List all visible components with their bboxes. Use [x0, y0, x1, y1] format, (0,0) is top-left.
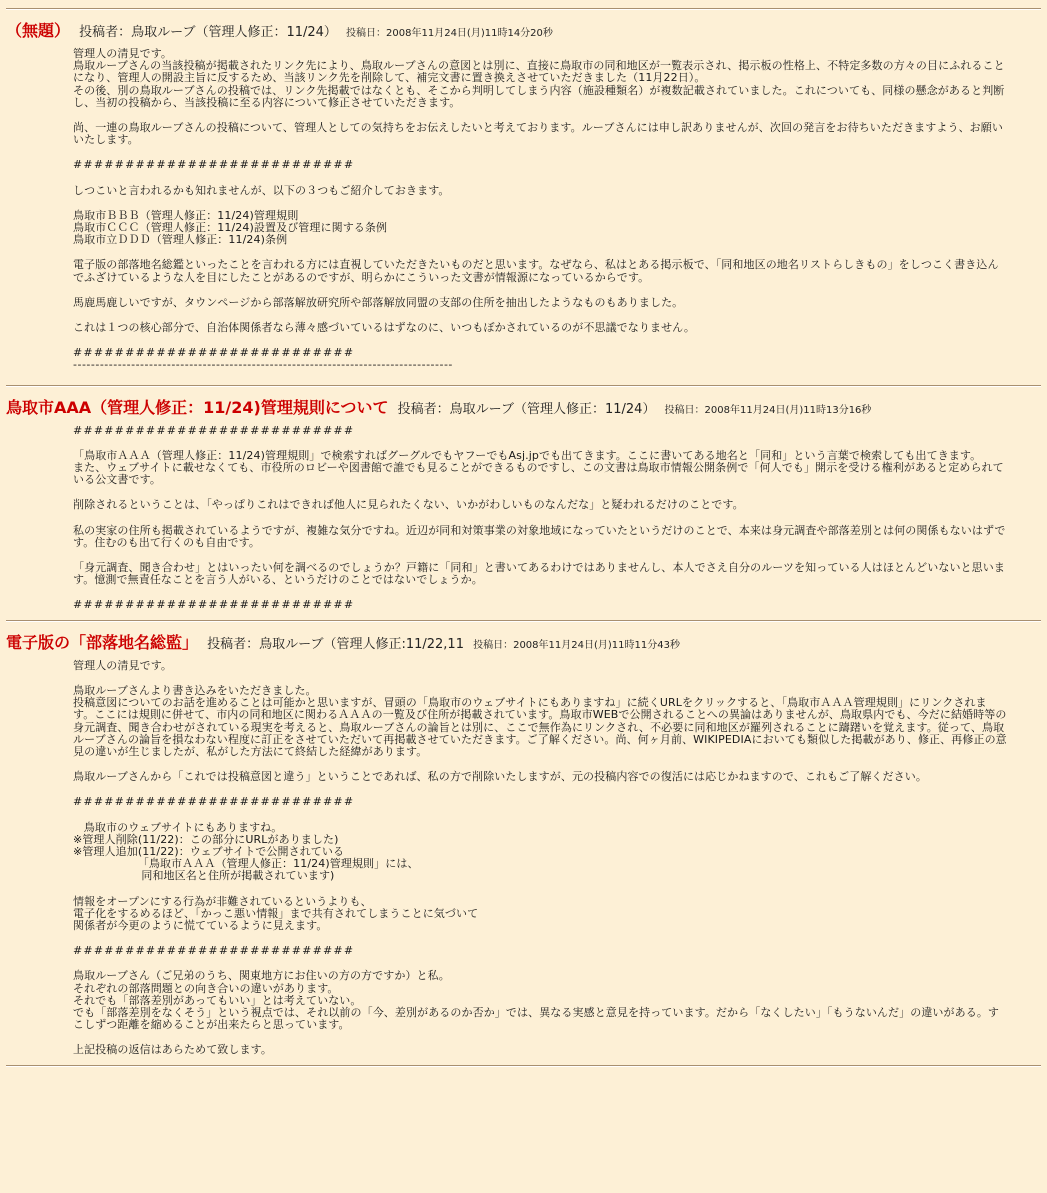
- paragraph: 鳥取ルーブさんから「これでは投稿意図と違う」ということであれば、私の方で削除いたしますが、元の投稿内容での復活には応じかねますので、これもご了解ください。: [73, 770, 927, 784]
- paragraph: 「鳥取市ＡＡＡ（管理人修正：11/24)管理規則」で検索すればグーグルでもヤフーでもAsj.jpでも出てきます。ここに書いてある地名と「同和」という言葉で検索しても出てきます。 また、ウェブサイトに載せなくても、市役所のロビーや図書館で誰でも見ることができるものですし、この文書は鳥取市情報公開条例で「何人でも」開示を受ける権利があると定められている公文書です。: [73, 448, 1004, 487]
- post-header: [0, 10, 1047, 42]
- paragraph: 鳥取市ＢＢＢ（管理人修正：11/24)管理規則 鳥取市ＣＣＣ（管理人修正：11/24)設置及び管理に関する条例 鳥取市立ＤＤＤ（管理人修正：11/24)条例: [73, 208, 388, 247]
- hash-separator: ###########################: [73, 346, 355, 360]
- post-header: [0, 387, 1047, 419]
- post-author: 投稿者：鳥取ルーブ（管理人修正：11/24）: [79, 25, 337, 40]
- paragraph: 尚、一連の鳥取ルーブさんの投稿について、管理人としての気持ちをお伝えしたいと考えております。ルーブさんには申し訳ありませんが、次回の発言をお待ちいただきますよう、お願いいたします。: [73, 121, 1003, 147]
- paragraph: 鳥取ルーブさん（ご兄弟のうち、関東地方にお住いの方の方ですか）と私。 それぞれの部落問題との向き合いの違いがあります。 それでも「部落差別があってもいい」とは考えていない。 でも「部落差別をなくそう」という視点では、それ以前の「今、差別があるのか否か」では、異なる実感と意見を持っています。だから「なくしたい」「もうないんだ」の違いがある。すこしずつ距離を縮めることが出来たらと思っています。: [73, 969, 1000, 1032]
- paragraph: これは１つの核心部分で、自治体関係者なら薄々感づいているはずなのに、いつもぼかされているのが不思議でなりません。: [73, 321, 696, 335]
- bottom-divider: [6, 1065, 1041, 1067]
- post-2: [0, 387, 1047, 612]
- paragraph: 電子版の部落地名総鑑といったことを言われる方には直視していただきたいものだと思います。なぜなら、私はとある掲示板で、「同和地区の地名リストらしきもの」をしつこく書き込んでふざけているような人を目にしたことがあるのですが、明らかにこういった文書が情報源になっているからです。: [73, 258, 999, 284]
- paragraph: 上記投稿の返信はあらためて致します。: [73, 1043, 272, 1057]
- paragraph: 管理人の清見です。: [73, 658, 173, 672]
- post-author: 投稿者：鳥取ルーブ（管理人修正:11/22,11: [207, 636, 464, 652]
- post-title: （無題）: [6, 21, 71, 40]
- hash-separator: ###########################: [73, 598, 355, 612]
- post-date: 投稿日：2008年11月24日(月)11時11分43秒: [473, 639, 680, 651]
- paragraph: 馬鹿馬鹿しいですが、タウンページから部落解放研究所や部落解放同盟の支部の住所を抽出したようなものもありました。: [73, 295, 684, 309]
- paragraph: 「身元調査、聞き合わせ」とはいったい何を調べるのでしょうか？戸籍に「同和」と書いてあるわけではありませんし、本人でさえ自分のルーツを知っている人はほとんどいないと思います。憶測で無責任なことを言う人がいる、というだけのことではないでしょうか。: [73, 561, 1005, 587]
- post-title: 電子版の「部落地名総監」: [6, 632, 199, 652]
- paragraph: 私の実家の住所も掲載されているようですが、複雑な気分ですね。近辺が同和対策事業の対象地域になっていたというだけのことで、本来は身元調査や部落差別とは何の関係もないはずです。住むのも出て行くのも自由です。: [73, 523, 1006, 549]
- hash-separator: ###########################: [73, 423, 355, 437]
- paragraph: 削除されるということは、「やっぱりこれはできれば他人に見られたくない、いかがわしいものなんだな」と疑われるだけのことです。: [73, 498, 744, 512]
- post-body: [73, 48, 1007, 372]
- post-1: [0, 10, 1047, 372]
- paragraph: 管理人の清見です。 鳥取ルーブさんの当該投稿が掲載されたリンク先により、鳥取ルーブさんの意図とは別に、直接に鳥取市の同和地区が一覧表示され、掲示板の性格上、不特定多数の方々の目にふれることになり、管理人の開設主旨に反するため、当該リンク先を削除して、補完文書に置き換えさせていただきました（11月22日）。 その後、別の鳥取ルーブさんの投稿では、リンク先掲載ではなくとも、そこから判明してしまう内容（施設種類名）が複数記載されていました。これについても、同様の懸念があると判断し、当初の投稿から、当該投稿に至る内容について修正させていただきます。: [73, 47, 1005, 109]
- hash-separator: ###########################: [73, 944, 355, 958]
- paragraph: 鳥取ルーブさんより書き込みをいただきました。 投稿意図についてのお話を進めることは可能かと思いますが、冒頭の「鳥取市のウェブサイトにもありますね」に続くURLをクリックすると、「鳥取市ＡＡＡ管理規則」にリンクされます。ここには規則に併せて、市内の同和地区に関わるＡＡＡの一覧及び住所が掲載されています。鳥取市WEBで公開されることへの異論はありませんが、鳥取県内でも、今だに結婚時等の身元調査、聞き合わせがされている現実を考えると、鳥取ルーブさんの論旨とは別に、ここで無作為にリンクされ、不必要に同和地区が羅列されることに躊躇いを覚えます。従って、鳥取ルーブさんの論旨を損なわない程度に訂正をさせていただいて再掲載させていただきます。ご了解ください。尚、何ヶ月前、WIKIPEDIAにおいても類似した掲載があり、修正、再修正の意見の違いが生じましたが、私がした方法にて終結した経緯があります。: [73, 683, 1007, 758]
- post-date: 投稿日：2008年11月24日(月)11時14分20秒: [346, 28, 553, 39]
- post-title: 鳥取市AAA（管理人修正：11/24)管理規則について: [6, 397, 389, 417]
- post-body: [73, 425, 1007, 612]
- post-body: [73, 660, 1007, 1057]
- paragraph: 鳥取市のウェブサイトにもありますね。 ※管理人削除(11/22)：この部分にURLがありました) ※管理人追加(11/22)：ウェブサイトで公開されている 「鳥取市ＡＡＡ（管理人修正：11/24)管理規則」には、 同和地区名と住所が掲載されています): [73, 820, 419, 883]
- post-author: 投稿者：鳥取ルーブ（管理人修正：11/24）: [397, 401, 656, 417]
- dash-separator: -------------------------------------------------------------------------------------: [73, 359, 453, 372]
- post-date: 投稿日：2008年11月24日(月)11時13分16秒: [664, 404, 872, 416]
- paragraph: 情報をオープンにする行為が非難されているというよりも、 電子化をするめるほど、「かっこ悪い情報」まで共有されてしまうことに気づいて 関係者が今更のように慌てているように見えます。: [73, 894, 479, 932]
- post-header: [0, 622, 1047, 654]
- post-3: [0, 622, 1047, 1057]
- hash-separator: ###########################: [73, 795, 355, 809]
- paragraph: しつこいと言われるかも知れませんが、以下の３つもご紹介しておきます。: [73, 183, 450, 197]
- hash-separator: ###########################: [73, 158, 355, 172]
